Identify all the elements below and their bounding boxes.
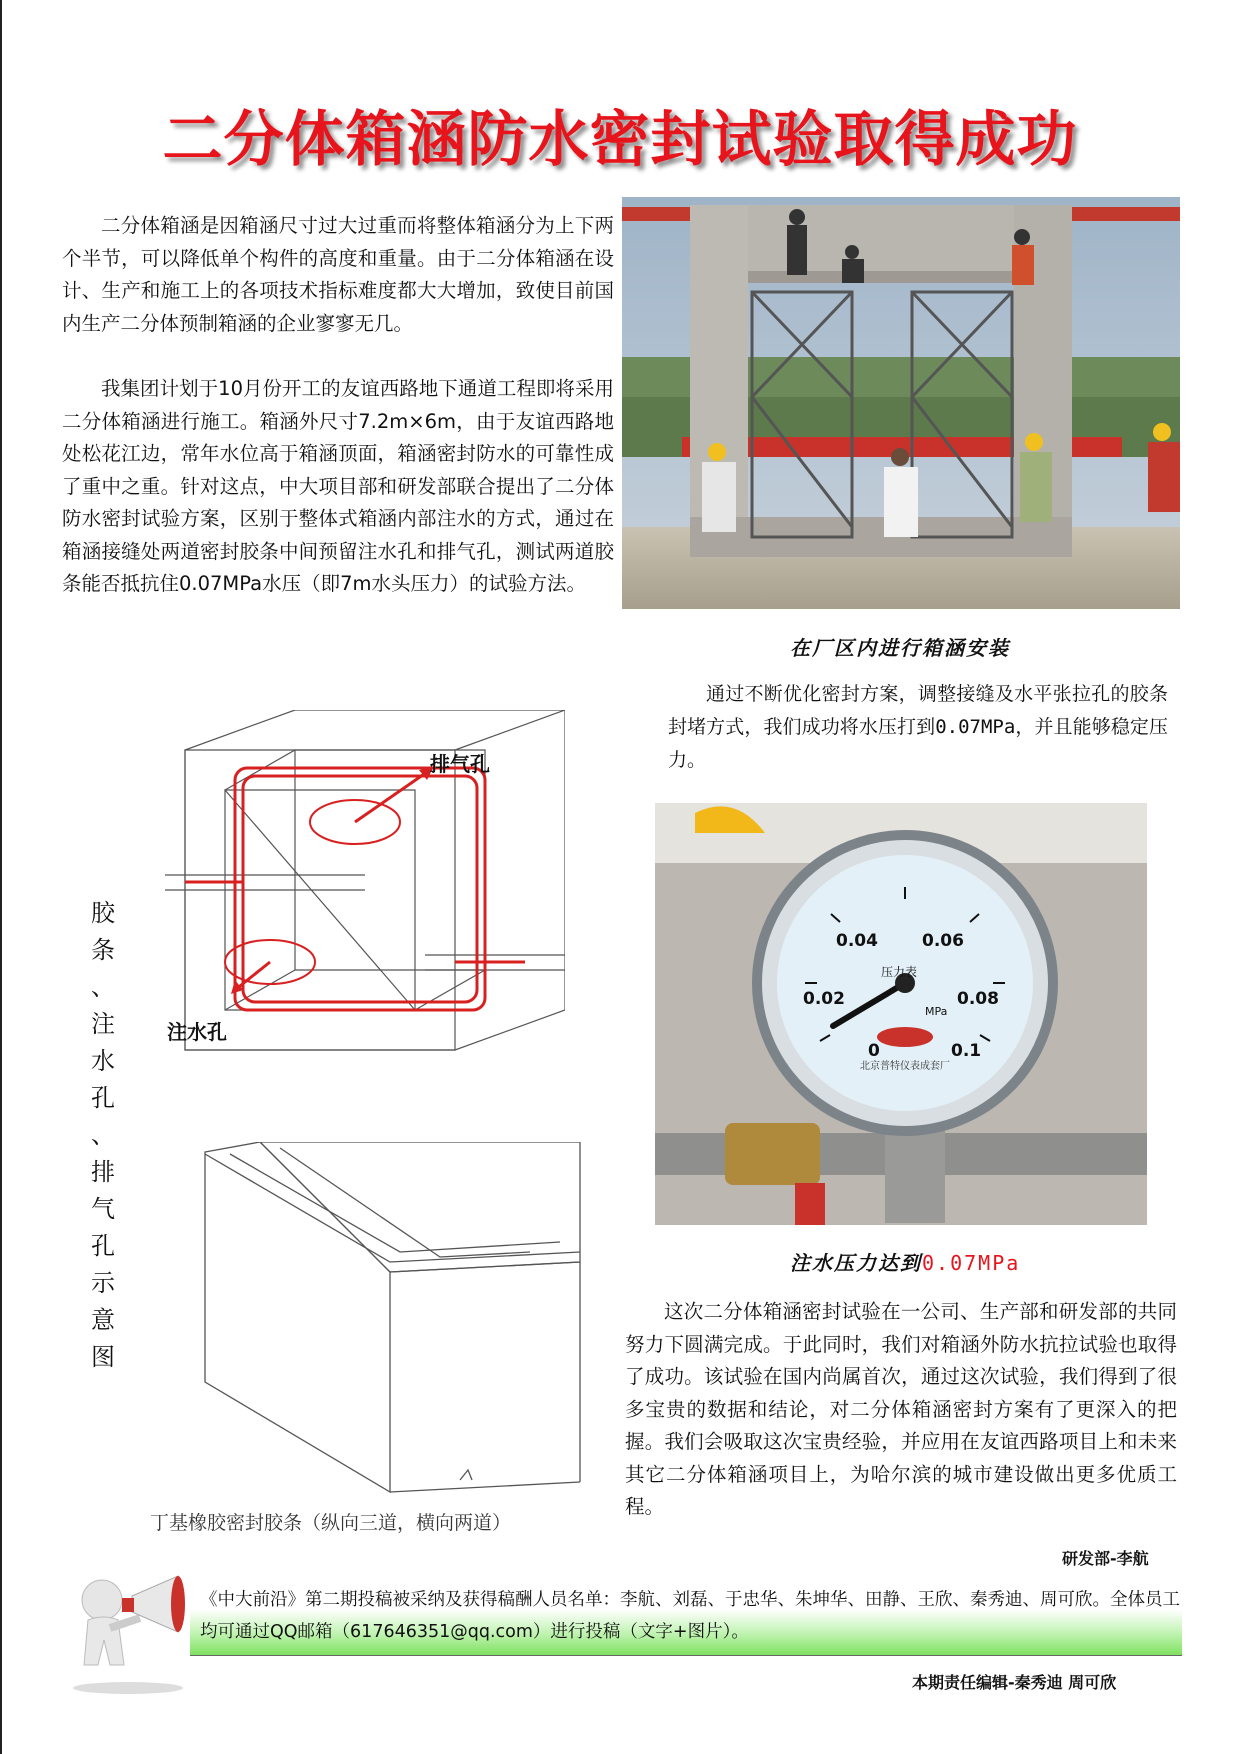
vertical-char: 排 [91,1158,115,1186]
vertical-char: 气 [91,1195,115,1223]
gauge-tick-label-0.02: 0.02 [803,989,845,1009]
vertical-char: 意 [91,1306,115,1334]
exhaust-hole-label: 排气孔 [430,752,490,776]
rubber-strip-diagram [200,1142,590,1502]
gauge-unit: MPa [925,1005,948,1018]
photo2-caption-value: 0.07MPa [922,1251,1021,1275]
sealing-strip-diagram [165,710,565,1120]
vertical-char: 条 [91,936,115,964]
intro-paragraph-1: 二分体箱涵是因箱涵尺寸过大过重而将整体箱涵分为上下两个半节，可以降低单个构件的高度和重量。由于二分体箱涵在设计、生产和施工上的各项技术指标难度都大大增加，致使目前国内生产二分体预制箱涵的企业寥寥无几。 [62,214,614,335]
vertical-char: 胶 [91,899,115,927]
vertical-char: 示 [91,1269,115,1297]
page-title: 二分体箱涵防水密封试验取得成功 [162,105,1078,175]
vertical-char: 图 [91,1343,115,1371]
photo1-caption: 在厂区内进行箱涵安装 [790,636,1010,660]
diagram-vertical-label [86,895,120,1376]
inlet-hole-label: 注水孔 [167,1020,227,1044]
footer-divider [190,1655,1182,1656]
footer-editors: 本期责任编辑-秦秀迪 周可欣 [912,1673,1117,1692]
pressure-gauge-photo [655,803,1147,1225]
page-border [0,0,2,1754]
conclusion-paragraph: 这次二分体箱涵密封试验在一公司、生产部和研发部的共同努力下圆满完成。于此同时，我们对箱涵外防水抗拉试验也取得了成功。该试验在国内尚属首次，通过这次试验，我们得到了很多宝贵的数据和结论，对二分体箱涵密封方案有了更深入的把握。我们会吸取这次宝贵经验，并应用在友谊西路项目上和未来其它二分体箱涵项目上，为哈尔滨的城市建设做出更多优质工程。 [625,1300,1177,1518]
gauge-tick-label-0.06: 0.06 [922,931,964,951]
middle-paragraph: 通过不断优化密封方案，调整接缝及水平张拉孔的胶条封堵方式，我们成功将水压打到0.07MPa，并且能够稳定压力。 [668,683,1168,771]
intro-paragraph-2: 我集团计划于10月份开工的友谊西路地下通道工程即将采用二分体箱涵进行施工。箱涵外尺寸7.2m×6m，由于友谊西路地处松花江边，常年水位高于箱涵顶面，箱涵密封防水的可靠性成了重中之重。针对这点，中大项目部和研发部联合提出了二分体防水密封试验方案，区别于整体式箱涵内部注水的方式，通过在箱涵接缝处两道密封胶条中间预留注水孔和排气孔，测试两道胶条能否抵抗住0.07MPa水压（即7m水头压力）的试验方法。 [62,377,614,595]
gauge-tick-label-0: 0 [868,1041,880,1061]
gauge-tick-label-0.08: 0.08 [957,989,999,1009]
vertical-char: 孔 [91,1232,115,1260]
rubber-strip-caption: 丁基橡胶密封胶条（纵向三道，横向两道） [150,1512,512,1534]
photo2-caption [790,1247,1020,1276]
vertical-char: 注 [91,1010,115,1038]
gauge-tick-label-0.1: 0.1 [951,1041,982,1061]
footer-notice: 《中大前沿》第二期投稿被采纳及获得稿酬人员名单：李航、刘磊、于忠华、朱坤华、田静、王欣、秦秀迪、周可欣。全体员工均可通过QQ邮箱（617646351@qq.com）进行投稿（文字+图片）。 [200,1590,1180,1642]
megaphone-figure-icon [60,1570,190,1695]
vertical-char: 水 [91,1047,115,1075]
vertical-char: 、 [91,1121,115,1149]
vertical-char: 孔 [91,1084,115,1112]
culvert-installation-photo [622,197,1180,609]
photo2-caption-text: 注水压力达到 [790,1251,922,1275]
author-signature: 研发部-李航 [1062,1549,1149,1568]
gauge-tick-label-0.04: 0.04 [836,931,878,951]
svg-text:北京普特仪表成套厂: 北京普特仪表成套厂 [860,1061,950,1072]
vertical-char: 、 [91,973,115,1001]
gauge-name: 压力表 [881,965,918,979]
